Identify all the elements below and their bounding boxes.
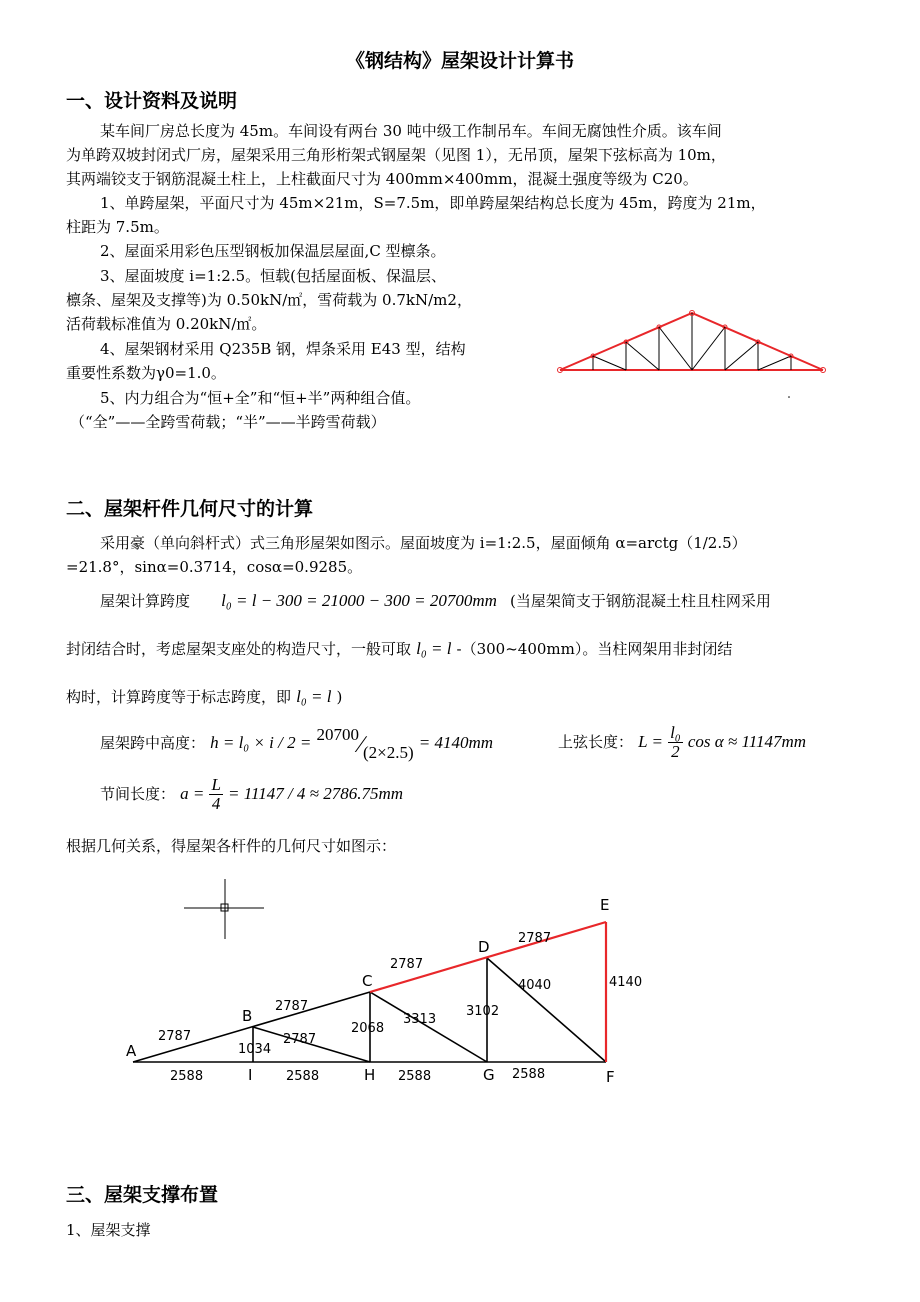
panel-numerator: L [211,775,221,794]
node-C: C [362,972,373,990]
dim-diagonal-CG: 3313 [403,1012,437,1027]
node-F: F [606,1068,615,1086]
section2-p1-line1: 采用豪（单向斜杆式）式三角形屋架如图示。屋面坡度为 i=1:2.5，屋面倾角 α=arctg（1/2.5） [100,534,747,552]
dim-diagonal-DF: 4040 [518,978,552,993]
panel-label: 节间长度： [100,785,176,803]
height-lhs: h = l₀ × i / 2 = [210,733,312,752]
node-D: D [478,938,490,956]
truss-geometry-diagram [120,875,660,1090]
section2-heading: 二、屋架杆件几何尺寸的计算 [66,498,314,520]
geometry-text: 根据几何关系，得屋架各杆件的几何尺寸如图示： [66,837,397,855]
span-line3-tail: ) [336,688,343,706]
section1-item5-note: （“全”——全跨雪荷载；“半”——半跨雪荷载） [70,413,386,431]
node-G: G [483,1066,495,1084]
node-B: B [242,1007,253,1025]
height-rhs: = 4140mm [418,733,494,752]
span-line3 [66,686,342,707]
chord-numerator: l₀ [670,723,681,742]
diagonal-CG [370,992,487,1062]
section1-item2: 2、屋面采用彩色压型钢板加保温层屋面,C 型檩条。 [100,242,446,260]
section1-item1-line1: 1、单跨屋架，平面尺寸为 45m×21m，S=7.5m，即单跨屋架结构总长度为 45m，跨度为 21m， [100,194,766,212]
chord-fraction [668,724,683,761]
dim-top-BC: 2787 [275,999,309,1014]
span-formula: l₀ = l − 300 = 21000 − 300 = 20700mm [221,591,497,610]
section1-item4-line1: 4、屋架钢材采用 Q235B 钢，焊条采用 E43 型，结构 [100,340,466,358]
span-line2-text: 封闭结合时，考虑屋架支座处的构造尺寸，一般可取 [66,640,412,658]
dim-vertical-BI: 1034 [238,1042,272,1057]
section1-item1-line2: 柱距为 7.5m。 [66,218,169,236]
dim-bottom-IH: 2588 [286,1069,320,1084]
span-formula-line [100,590,771,611]
section1-intro-line1: 某车间厂房总长度为 45m。车间设有两台 30 吨中级工作制吊车。车间无腐蚀性介质。该车间 [100,122,722,140]
dim-top-CD: 2787 [390,957,424,972]
node-E: E [600,896,610,914]
dim-bottom-GF: 2588 [512,1067,546,1082]
span-line2-formula: l₀ = l [416,639,452,658]
dim-vertical-EF: 4140 [609,975,643,990]
dim-vertical-CH: 2068 [351,1021,385,1036]
chord-denominator: 2 [671,742,680,761]
dim-bottom-HG: 2588 [398,1069,432,1084]
panel-denominator: 4 [211,794,221,813]
node-A: A [126,1042,137,1060]
span-line3-text: 构时，计算跨度等于标志跨度，即 [66,688,292,706]
height-slash: ∕ [358,732,363,758]
section1-item3-line3: 活荷载标准值为 0.20kN/㎡。 [66,315,267,333]
panel-fraction [209,776,222,813]
section1-item4-line2: 重要性系数为γ0=1.0。 [66,364,226,382]
height-formula-line [100,725,494,762]
section1-heading: 一、设计资料及说明 [66,90,238,112]
crosshair-icon [184,879,264,939]
panel-rhs: = 11147 / 4 ≈ 2786.75mm [228,784,404,803]
span-note: (当屋架简支于钢筋混凝土柱且柱网采用 [509,592,771,610]
section1-intro-line2: 为单跨双坡封闭式厂房，屋架采用三角形桁架式钢屋架（见图 1），无吊顶，屋架下弦标高为 10m， [66,146,726,164]
node-I: I [248,1066,253,1084]
section3-item1: 1、屋架支撑 [66,1221,151,1239]
dim-top-DE: 2787 [518,931,552,946]
span-line2 [66,638,732,659]
section1-item5: 5、内力组合为“恒+全”和“恒+半”两种组合值。 [100,389,421,407]
dim-diagonal-BH: 2787 [283,1032,317,1047]
chord-formula-line [558,724,806,761]
diagonal-DF [487,958,606,1062]
node-H: H [364,1066,376,1084]
chord-label: 上弦长度： [558,733,634,751]
panel-formula-line [100,776,403,813]
truss-elevation-figure [555,305,830,400]
section2-p1-line2: =21.8°，sinα=0.3714，cosα=0.9285。 [66,558,363,576]
section1-item3-line2: 檩条、屋架及支撑等)为 0.50kN/㎡，雪荷载为 0.7kN/m2， [66,291,472,309]
section3-heading: 三、屋架支撑布置 [66,1184,219,1206]
dim-bottom-AI: 2588 [170,1069,204,1084]
height-numerator: 20700 [316,725,359,744]
span-line3-formula: l₀ = l [296,687,332,706]
panel-lhs: a = [180,784,205,803]
span-line2-tail: -（300~400mm）。当柱网架用非封闭结 [456,640,733,658]
dim-vertical-DG: 3102 [466,1004,500,1019]
section1-intro-line3: 其两端铰支于钢筋混凝土柱上，上柱截面尺寸为 400mm×400mm，混凝土强度等级为 C20。 [66,170,698,188]
document-title: 《钢结构》屋架设计计算书 [345,50,574,72]
span-label: 屋架计算跨度 [100,592,191,610]
height-label: 屋架跨中高度： [100,734,206,752]
chord-lhs: L = [638,732,663,751]
chord-rhs: cos α ≈ 11147mm [687,732,807,751]
dim-top-AB: 2787 [158,1029,192,1044]
height-denominator: (2×2.5) [362,743,414,762]
section1-item3-line1: 3、屋面坡度 i=1:2.5。恒载(包括屋面板、保温层、 [100,267,446,285]
